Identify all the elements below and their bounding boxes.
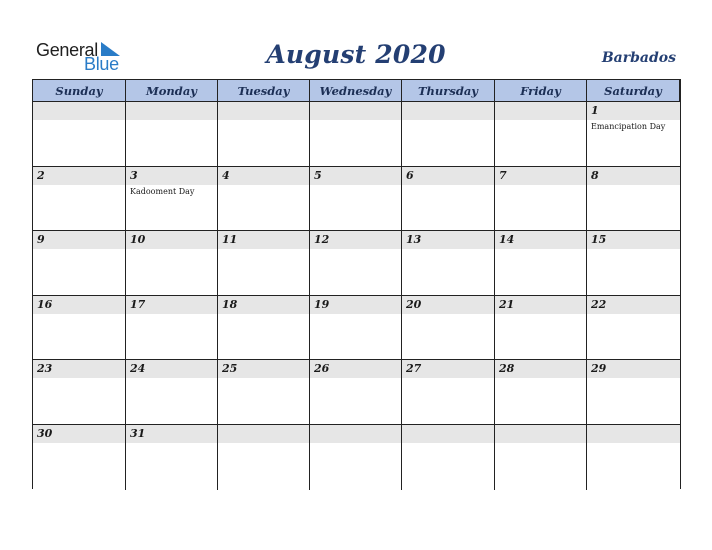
day-number-band (310, 167, 401, 185)
day-number: 29 (591, 362, 607, 376)
country-label: Barbados (601, 50, 676, 66)
day-cell (402, 231, 495, 296)
day-cell (402, 102, 495, 167)
weekday-header: Monday (126, 80, 218, 102)
day-cell (495, 231, 587, 296)
day-cell (126, 167, 218, 232)
day-number: 8 (591, 168, 599, 182)
day-cell (218, 102, 310, 167)
day-cell (33, 425, 126, 490)
day-cell (310, 425, 402, 490)
day-cell (33, 296, 126, 361)
weekday-header: Friday (495, 80, 587, 102)
page-title: August 2020 (266, 40, 446, 69)
day-number: 30 (37, 426, 53, 440)
day-cell (402, 360, 495, 425)
day-cell (495, 296, 587, 361)
day-cell (33, 167, 126, 232)
day-number: 10 (130, 233, 146, 247)
weekday-header: Thursday (402, 80, 495, 102)
day-number-band (402, 167, 494, 185)
day-number-band (33, 102, 125, 120)
logo-text-blue: Blue (84, 54, 119, 74)
day-number: 25 (222, 362, 238, 376)
day-number: 12 (314, 233, 330, 247)
day-number-band (587, 102, 680, 120)
day-cell (402, 425, 495, 490)
day-number: 5 (314, 168, 322, 182)
day-cell (126, 425, 218, 490)
weekday-header: Saturday (587, 80, 680, 102)
day-number-band (218, 425, 309, 443)
day-number-band (402, 102, 494, 120)
day-cell (126, 102, 218, 167)
day-cell (495, 360, 587, 425)
day-number: 23 (37, 362, 53, 376)
day-number: 20 (406, 297, 422, 311)
day-number-band (126, 167, 217, 185)
day-number-band (33, 231, 125, 249)
day-number: 31 (130, 426, 146, 440)
day-cell (218, 167, 310, 232)
day-cell (587, 231, 680, 296)
day-number: 27 (406, 362, 422, 376)
day-number: 21 (499, 297, 515, 311)
weekday-header: Tuesday (218, 80, 310, 102)
day-cell (587, 102, 680, 167)
weekday-header: Sunday (33, 80, 126, 102)
day-cell (402, 296, 495, 361)
holiday-label: Kadooment Day (130, 186, 195, 196)
day-cell (126, 231, 218, 296)
day-number: 19 (314, 297, 330, 311)
day-number: 17 (130, 297, 146, 311)
day-number: 14 (499, 233, 515, 247)
weekday-header: Wednesday (310, 80, 402, 102)
day-cell (126, 360, 218, 425)
day-cell (587, 360, 680, 425)
day-number-band (495, 425, 586, 443)
day-cell (218, 296, 310, 361)
day-cell (33, 360, 126, 425)
day-cell (218, 425, 310, 490)
day-cell (310, 167, 402, 232)
day-number: 13 (406, 233, 422, 247)
day-number-band (402, 425, 494, 443)
day-cell (33, 102, 126, 167)
day-cell (126, 296, 218, 361)
day-number: 15 (591, 233, 607, 247)
day-cell (310, 231, 402, 296)
day-number: 11 (222, 233, 238, 247)
day-number-band (587, 425, 680, 443)
day-number-band (33, 167, 125, 185)
day-number: 7 (499, 168, 507, 182)
day-number: 2 (37, 168, 45, 182)
day-number: 16 (37, 297, 53, 311)
day-number-band (495, 167, 586, 185)
day-number-band (310, 425, 401, 443)
day-cell (495, 102, 587, 167)
day-cell (587, 425, 680, 490)
day-cell (495, 167, 587, 232)
day-number: 28 (499, 362, 515, 376)
day-number-band (218, 102, 309, 120)
day-number: 3 (130, 168, 138, 182)
logo-text-general: General (36, 40, 98, 60)
day-number: 22 (591, 297, 607, 311)
day-number-band (218, 167, 309, 185)
day-number: 4 (222, 168, 230, 182)
day-cell (33, 231, 126, 296)
day-number: 9 (37, 233, 45, 247)
day-number-band (126, 102, 217, 120)
day-number: 26 (314, 362, 330, 376)
day-number: 6 (406, 168, 414, 182)
day-number-band (495, 102, 586, 120)
day-cell (587, 296, 680, 361)
day-number-band (310, 102, 401, 120)
day-cell (218, 360, 310, 425)
day-cell (310, 102, 402, 167)
holiday-label: Emancipation Day (591, 122, 666, 131)
day-cell (310, 296, 402, 361)
day-number: 24 (130, 362, 146, 376)
calendar-grid (32, 79, 681, 489)
day-cell (310, 360, 402, 425)
day-cell (402, 167, 495, 232)
day-number: 18 (222, 297, 238, 311)
day-cell (495, 425, 587, 490)
day-number-band (587, 167, 680, 185)
day-cell (218, 231, 310, 296)
day-number: 1 (591, 104, 599, 117)
day-cell (587, 167, 680, 232)
